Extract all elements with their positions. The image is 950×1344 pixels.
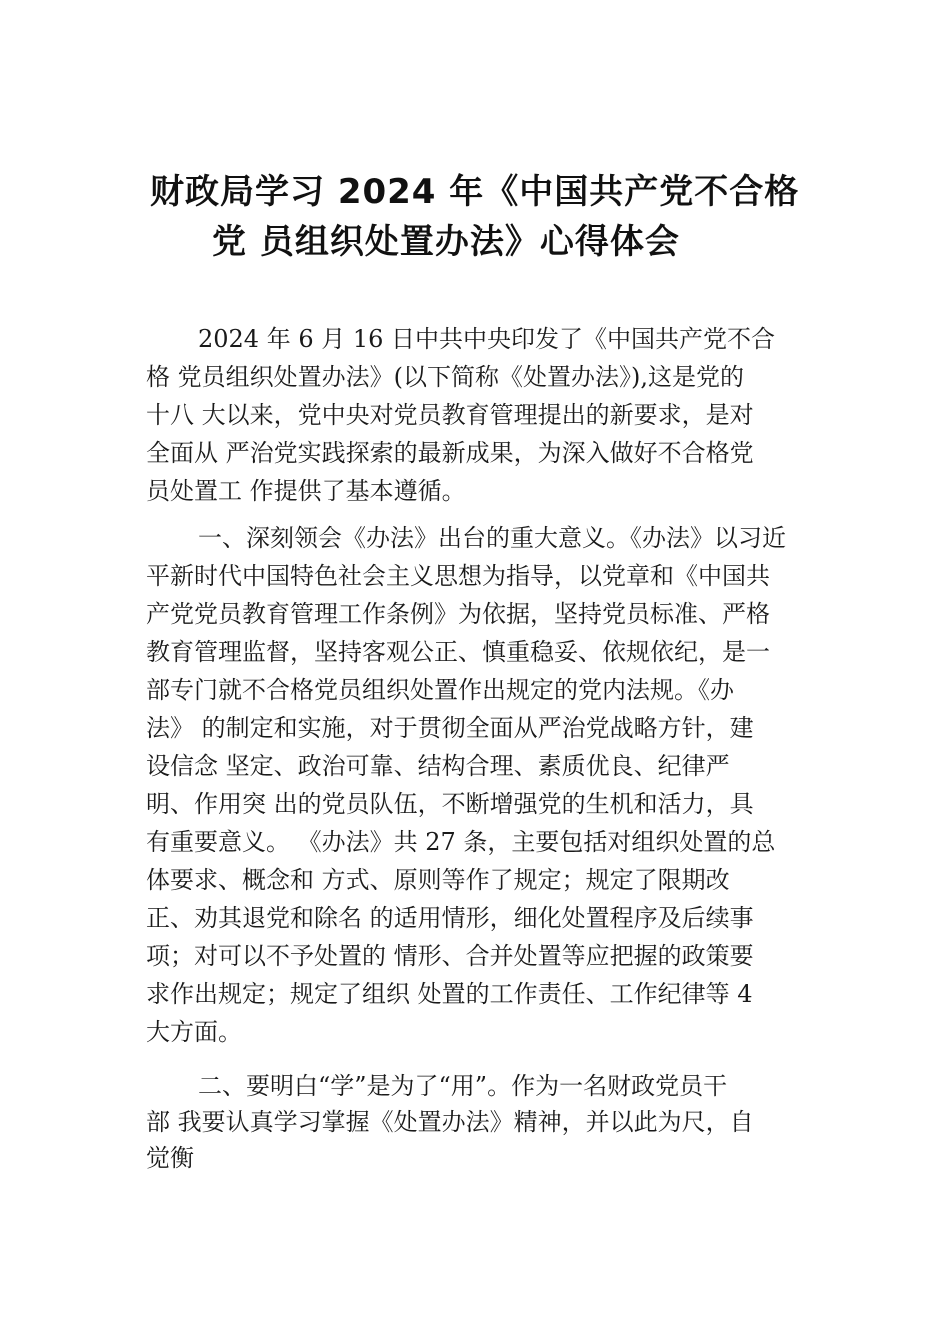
paragraph-2-line-8: 明、作用突 出的党员队伍，不断增强党的生机和活力，具 (146, 790, 754, 818)
paragraph-2-line-1: 一、深刻领会《办法》出台的重大意义。《办法》以习近 (198, 524, 786, 552)
paragraph-3-line-3: 觉衡 (146, 1144, 194, 1172)
paragraph-2-line-6: 法》 的制定和实施，对于贯彻全面从严治党战略方针，建 (146, 714, 754, 742)
paragraph-3-line-1: 二、要明白“学”是为了“用”。作为一名财政党员干 (198, 1072, 728, 1100)
paragraph-2-line-13: 求作出规定；规定了组织 处置的工作责任、工作纪律等 4 (146, 980, 753, 1008)
paragraph-1-line-3: 十八 大以来，党中央对党员教育管理提出的新要求，是对 (146, 401, 754, 429)
paragraph-1-line-1: 2024 年 6 月 16 日中共中央印发了《中国共产党不合 (198, 325, 776, 353)
paragraph-2-line-5: 部专门就不合格党员组织处置作出规定的党内法规。《办 (146, 676, 734, 704)
paragraph-2-line-10: 体要求、概念和 方式、原则等作了规定；规定了限期改 (146, 866, 730, 894)
paragraph-2-line-9: 有重要意义。 《办法》共 27 条，主要包括对组织处置的总 (146, 828, 776, 856)
paragraph-1-line-5: 员处置工 作提供了基本遵循。 (146, 477, 466, 505)
paragraph-2-line-7: 设信念 坚定、政治可靠、结构合理、素质优良、纪律严 (146, 752, 730, 780)
paragraph-2-line-4: 教育管理监督，坚持客观公正、慎重稳妥、依规依纪，是一 (146, 638, 770, 666)
paragraph-2-line-3: 产党党员教育管理工作条例》为依据，坚持党员标准、严格 (146, 600, 770, 628)
paragraph-2-line-11: 正、劝其退党和除名 的适用情形，细化处置程序及后续事 (146, 904, 754, 932)
paragraph-2-line-14: 大方面。 (146, 1018, 242, 1046)
paragraph-2-line-2: 平新时代中国特色社会主义思想为指导，以党章和《中国共 (146, 562, 770, 590)
paragraph-1-line-4: 全面从 严治党实践探索的最新成果，为深入做好不合格党 (146, 439, 754, 467)
paragraph-1-line-2: 格 党员组织处置办法》(以下简称《处置办法》),这是党的 (146, 363, 744, 391)
document-title-line-1: 财政局学习 2024 年《中国共产党不合格 (150, 172, 800, 212)
paragraph-3-line-2: 部 我要认真学习掌握《处置办法》精神，并以此为尺，自 (146, 1108, 754, 1136)
document-title-line-2: 党 员组织处置办法》心得体会 (212, 222, 680, 262)
paragraph-2-line-12: 项；对可以不予处置的 情形、合并处置等应把握的政策要 (146, 942, 754, 970)
